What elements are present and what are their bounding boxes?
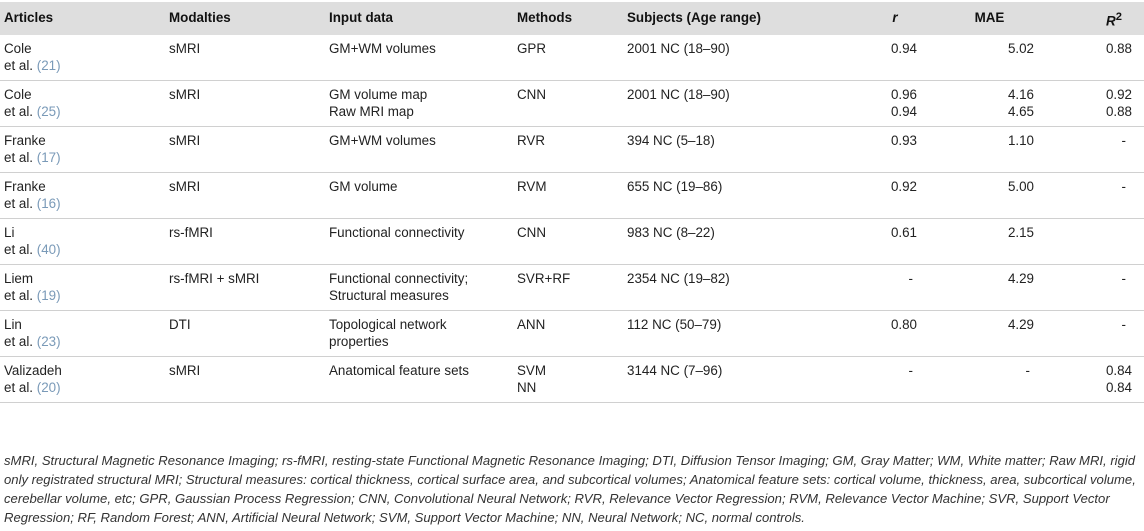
- header-subjects: Subjects (Age range): [623, 2, 823, 35]
- article-etal-line: [4, 57, 161, 74]
- age-prediction-table: [0, 2, 1144, 403]
- modality-value: sMRI: [169, 133, 201, 148]
- r-cell: [823, 357, 931, 403]
- modality-cell: [165, 173, 325, 219]
- input-data-cell: [325, 311, 513, 357]
- r2-cell: [1048, 311, 1144, 357]
- header-r2-sup: 2: [1115, 11, 1122, 23]
- modality-cell: [165, 81, 325, 127]
- modality-value: sMRI: [169, 41, 201, 56]
- r2-cell: [1048, 219, 1144, 265]
- modality-cell: [165, 357, 325, 403]
- subjects-value: 3144 NC (7–96): [627, 363, 723, 378]
- subjects-value: 2001 NC (18–90): [627, 41, 730, 56]
- table-row: [0, 219, 1144, 265]
- r2-value: 0.88: [1105, 104, 1132, 119]
- methods-cell: [513, 219, 623, 265]
- methods-cell: [513, 127, 623, 173]
- method-value: ANN: [517, 317, 546, 332]
- input-data-cell: [325, 35, 513, 81]
- input-data-cell: [325, 219, 513, 265]
- subjects-cell: [623, 265, 823, 311]
- mae-value: 4.29: [1007, 317, 1034, 332]
- r-value: 0.96: [890, 87, 917, 102]
- methods-cell: [513, 81, 623, 127]
- r-cell: [823, 265, 931, 311]
- modality-value: sMRI: [169, 87, 201, 102]
- input-data-value: Structural measures: [329, 288, 449, 303]
- article-etal-line: [4, 287, 161, 304]
- r-cell: [823, 311, 931, 357]
- subjects-value: 112 NC (50–79): [627, 317, 722, 332]
- citation-link[interactable]: (20): [36, 380, 61, 395]
- header-input-data: Input data: [325, 2, 513, 35]
- article-cell: [0, 265, 165, 311]
- input-data-cell: [325, 127, 513, 173]
- table-row: [0, 81, 1144, 127]
- subjects-cell: [623, 35, 823, 81]
- modality-value: sMRI: [169, 179, 201, 194]
- header-r2: [1048, 2, 1144, 35]
- subjects-value: 394 NC (5–18): [627, 133, 715, 148]
- table-row: [0, 357, 1144, 403]
- method-value: CNN: [517, 225, 547, 240]
- method-value: GPR: [517, 41, 547, 56]
- article-etal-line: [4, 241, 161, 258]
- modality-cell: [165, 219, 325, 265]
- r-value: 0.92: [890, 179, 917, 194]
- header-r-label: r: [892, 10, 898, 25]
- header-articles: Articles: [0, 2, 165, 35]
- subjects-value: 983 NC (8–22): [627, 225, 715, 240]
- article-etal-line: [4, 149, 161, 166]
- article-etal-line: [4, 195, 161, 212]
- article-author: Li: [4, 225, 15, 240]
- methods-cell: [513, 173, 623, 219]
- input-data-value: Anatomical feature sets: [329, 363, 469, 378]
- article-cell: [0, 173, 165, 219]
- table-row: [0, 265, 1144, 311]
- article-author: Cole: [4, 87, 32, 102]
- article-etal: et al.: [4, 334, 34, 349]
- article-cell: [0, 357, 165, 403]
- r2-cell: [1048, 81, 1144, 127]
- citation-link[interactable]: (19): [36, 288, 61, 303]
- table-footnote: sMRI, Structural Magnetic Resonance Imaging; rs-fMRI, resting-state Functional Magnetic Resonance Imaging; DTI, Diffusion Tensor Imaging; GM, Gray Matter; WM, White matter; Raw MRI, rigid only registrated structural MRI; Structural measures: cortical thickness, cortical surface area, and subcortical volumes; Anatomical feature sets: cortical volume, thickness, area, subcortical volume, cerebellar volume, etc; GPR, Gaussian Process Regression; CNN, Convolutional Neural Network; RVR, Relevance Vector Regression; RVM, Relevance Vector Machine; SVR, Support Vector Regression; RF, Random Forest; ANN, Artificial Neural Network; SVM, Support Vector Machine; NN, Neural Network; NC, normal controls.: [4, 453, 1136, 525]
- mae-value: 5.00: [1007, 179, 1034, 194]
- mae-value: 4.65: [1007, 104, 1034, 119]
- input-data-cell: [325, 265, 513, 311]
- table-row: [0, 173, 1144, 219]
- input-data-cell: [325, 81, 513, 127]
- r-value: -: [908, 363, 913, 378]
- method-value: RVR: [517, 133, 546, 148]
- mae-value: 4.29: [1007, 271, 1034, 286]
- table-row: [0, 127, 1144, 173]
- article-author: Cole: [4, 41, 32, 56]
- r2-value: 0.84: [1105, 363, 1132, 378]
- article-cell: [0, 81, 165, 127]
- article-cell: [0, 127, 165, 173]
- article-etal: et al.: [4, 242, 34, 257]
- r2-cell: [1048, 35, 1144, 81]
- r2-cell: [1048, 357, 1144, 403]
- r-value: 0.94: [890, 104, 917, 119]
- table-row: [0, 35, 1144, 81]
- r-value: 0.93: [890, 133, 917, 148]
- citation-link[interactable]: (21): [36, 58, 61, 73]
- article-etal: et al.: [4, 380, 34, 395]
- article-cell: [0, 35, 165, 81]
- modality-cell: [165, 311, 325, 357]
- input-data-value: Topological network: [329, 317, 447, 332]
- article-etal-line: [4, 333, 161, 350]
- article-cell: [0, 311, 165, 357]
- header-row: [0, 2, 1144, 35]
- r2-value: -: [1121, 179, 1126, 194]
- header-mae: MAE: [931, 2, 1048, 35]
- r-value: 0.80: [890, 317, 917, 332]
- r-cell: [823, 219, 931, 265]
- article-etal: et al.: [4, 150, 34, 165]
- mae-cell: [931, 127, 1048, 173]
- table-row: [0, 311, 1144, 357]
- method-value: RVM: [517, 179, 547, 194]
- table-header: [0, 2, 1144, 35]
- subjects-cell: [623, 357, 823, 403]
- modality-cell: [165, 265, 325, 311]
- subjects-value: 2001 NC (18–90): [627, 87, 730, 102]
- article-etal: et al.: [4, 196, 34, 211]
- r2-value: 0.84: [1105, 380, 1132, 395]
- subjects-cell: [623, 219, 823, 265]
- mae-value: 5.02: [1007, 41, 1034, 56]
- r-cell: [823, 127, 931, 173]
- method-value: SVM: [517, 363, 547, 378]
- mae-value: 4.16: [1007, 87, 1034, 102]
- methods-cell: [513, 311, 623, 357]
- mae-cell: [931, 219, 1048, 265]
- subjects-value: 655 NC (19–86): [627, 179, 723, 194]
- modality-value: rs-fMRI: [169, 225, 213, 240]
- article-author: Franke: [4, 133, 46, 148]
- r2-value: -: [1121, 317, 1126, 332]
- r2-value: 0.88: [1105, 41, 1132, 56]
- r2-value: 0.92: [1105, 87, 1132, 102]
- mae-cell: [931, 357, 1048, 403]
- method-value: CNN: [517, 87, 547, 102]
- article-etal: et al.: [4, 58, 34, 73]
- article-author: Liem: [4, 271, 34, 286]
- subjects-cell: [623, 311, 823, 357]
- subjects-cell: [623, 173, 823, 219]
- input-data-value: Raw MRI map: [329, 104, 414, 119]
- header-r2-base: R: [1106, 13, 1116, 29]
- table-body: [0, 35, 1144, 403]
- methods-cell: [513, 265, 623, 311]
- input-data-cell: [325, 357, 513, 403]
- r2-value: -: [1121, 133, 1126, 148]
- r-value: 0.94: [890, 41, 917, 56]
- modality-cell: [165, 35, 325, 81]
- mae-value: -: [1025, 363, 1030, 378]
- r2-cell: [1048, 265, 1144, 311]
- r2-cell: [1048, 127, 1144, 173]
- mae-cell: [931, 265, 1048, 311]
- modality-value: DTI: [169, 317, 191, 332]
- header-methods: Methods: [513, 2, 623, 35]
- input-data-value: properties: [329, 334, 389, 349]
- modality-cell: [165, 127, 325, 173]
- r-cell: [823, 81, 931, 127]
- r-value: -: [908, 271, 913, 286]
- header-modalities: Modalties: [165, 2, 325, 35]
- article-cell: [0, 219, 165, 265]
- mae-value: 1.10: [1007, 133, 1034, 148]
- citation-link[interactable]: (40): [36, 242, 61, 257]
- input-data-value: GM volume map: [329, 87, 428, 102]
- input-data-value: Functional connectivity: [329, 225, 465, 240]
- input-data-value: Functional connectivity;: [329, 271, 469, 286]
- methods-cell: [513, 357, 623, 403]
- r-cell: [823, 173, 931, 219]
- input-data-value: GM+WM volumes: [329, 133, 436, 148]
- subjects-value: 2354 NC (19–82): [627, 271, 730, 286]
- article-author: Franke: [4, 179, 46, 194]
- modality-value: rs-fMRI + sMRI: [169, 271, 260, 286]
- mae-value: 2.15: [1007, 225, 1034, 240]
- header-r: [823, 2, 931, 35]
- citation-link[interactable]: (17): [36, 150, 61, 165]
- article-author: Valizadeh: [4, 363, 62, 378]
- article-etal-line: [4, 379, 161, 396]
- r-cell: [823, 35, 931, 81]
- mae-cell: [931, 35, 1048, 81]
- article-etal: et al.: [4, 288, 34, 303]
- method-value: SVR+RF: [517, 271, 571, 286]
- mae-cell: [931, 173, 1048, 219]
- article-etal: et al.: [4, 104, 34, 119]
- article-author: Lin: [4, 317, 22, 332]
- citation-link[interactable]: (25): [36, 104, 61, 119]
- input-data-value: GM volume: [329, 179, 398, 194]
- method-value: NN: [517, 380, 537, 395]
- input-data-cell: [325, 173, 513, 219]
- r-value: 0.61: [890, 225, 917, 240]
- citation-link[interactable]: (23): [36, 334, 61, 349]
- r2-cell: [1048, 173, 1144, 219]
- subjects-cell: [623, 127, 823, 173]
- subjects-cell: [623, 81, 823, 127]
- article-etal-line: [4, 103, 161, 120]
- modality-value: sMRI: [169, 363, 201, 378]
- citation-link[interactable]: (16): [36, 196, 61, 211]
- mae-cell: [931, 311, 1048, 357]
- methods-cell: [513, 35, 623, 81]
- r2-value: -: [1121, 271, 1126, 286]
- mae-cell: [931, 81, 1048, 127]
- input-data-value: GM+WM volumes: [329, 41, 436, 56]
